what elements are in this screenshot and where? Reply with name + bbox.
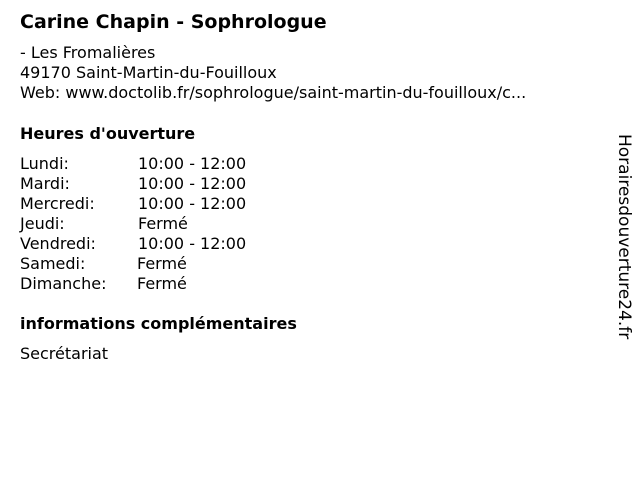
opening-hours-table [20,154,320,294]
day-label: Mardi: [20,174,70,193]
opening-hours-heading: Heures d'ouverture [20,124,196,143]
time-value: Fermé [137,274,187,293]
time-value: Fermé [137,254,187,273]
time-value: 10:00 - 12:00 [138,234,247,253]
address-city: 49170 Saint-Martin-du-Fouilloux [20,63,277,82]
day-label: Dimanche: [20,274,107,293]
time-value: 10:00 - 12:00 [138,194,247,213]
additional-info-heading: informations complémentaires [20,314,297,333]
hours-row-friday [20,234,320,254]
day-label: Lundi: [20,154,69,173]
business-name: Carine Chapin - Sophrologue [20,11,327,33]
hours-row-wednesday [20,194,320,214]
time-value: 10:00 - 12:00 [138,154,247,173]
hours-row-tuesday [20,174,320,194]
hours-row-monday [20,154,320,174]
time-value: Fermé [138,214,188,233]
site-watermark: Horairesdouverture24.fr [614,134,634,340]
hours-row-saturday [20,254,320,274]
address-block [20,43,526,103]
website-link[interactable]: Web: www.doctolib.fr/sophrologue/saint-martin-du-fouilloux/c... [20,83,527,102]
hours-row-sunday [20,274,320,294]
additional-info-text: Secrétariat [20,344,109,363]
time-value: 10:00 - 12:00 [138,174,247,193]
day-label: Mercredi: [20,194,95,213]
day-label: Jeudi: [20,214,65,233]
address-street: - Les Fromalières [20,43,156,62]
hours-row-thursday [20,214,320,234]
day-label: Samedi: [20,254,86,273]
day-label: Vendredi: [20,234,96,253]
